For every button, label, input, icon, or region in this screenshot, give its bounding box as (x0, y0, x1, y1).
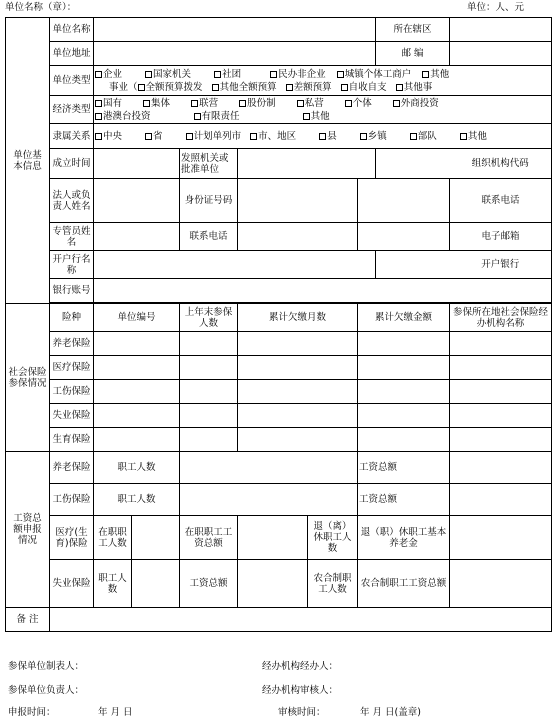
econ-option[interactable]: 国有 (95, 97, 122, 110)
affil-option[interactable]: 市、地区 (250, 131, 296, 142)
ins-row-label: 医疗保险 (50, 356, 94, 380)
affil-option[interactable]: 乡镇 (360, 131, 387, 142)
admin-name-value[interactable] (94, 223, 180, 251)
founded-label: 成立时间 (50, 149, 94, 179)
economic-type-options (94, 96, 552, 124)
econ-option[interactable]: 个体 (345, 97, 372, 110)
type-option[interactable]: 其他全额预算 (212, 81, 277, 94)
type-public-prefix: 事业（ (109, 81, 138, 93)
wage-pension-label: 养老保险 (50, 452, 94, 484)
unit-name-label-cell: 单位名称 (50, 18, 94, 42)
type-option[interactable]: 城镇个体工商户 (337, 68, 412, 81)
type-option[interactable]: 其他事 (396, 81, 433, 94)
unit-of-measure: 单位：人、元 (466, 2, 524, 13)
affil-option[interactable]: 省 (145, 131, 163, 142)
type-option[interactable]: 其他 (422, 68, 449, 81)
wage-unemployment-label: 失业保险 (50, 560, 94, 608)
review-date-label: 审核时间： (278, 707, 326, 718)
id-number-label: 身份证号码 (180, 179, 238, 223)
ins-row-label: 失业保险 (50, 404, 94, 428)
postcode-label: 邮 编 (376, 42, 450, 66)
checkbox[interactable] (95, 71, 102, 78)
affil-option[interactable]: 部队 (410, 131, 437, 142)
ins-header-type: 险种 (50, 304, 94, 332)
econ-option[interactable]: 私营 (297, 97, 324, 110)
ins-header-months: 累计欠缴月数 (238, 304, 358, 332)
affiliation-options (94, 124, 552, 149)
address-value[interactable] (94, 42, 376, 66)
type-option[interactable]: 差额预算 (286, 81, 332, 94)
wage-active-count-label: 在职职工人数 (94, 516, 132, 560)
wage-unemp-total-label: 工资总额 (180, 560, 238, 608)
unit-name-value[interactable] (94, 18, 376, 42)
type-option[interactable]: 全额预算拨发 (138, 81, 203, 94)
econ-option[interactable]: 股份制 (239, 97, 276, 110)
review-date-format: 年 月 日(盖章) (360, 707, 421, 718)
phone-label: 联系电话 (450, 179, 552, 223)
declaration-form (5, 17, 552, 632)
legal-rep-value[interactable] (94, 179, 180, 223)
bank-label: 开户银行 (450, 251, 552, 279)
phone2-value[interactable] (238, 223, 358, 251)
affil-option[interactable]: 其他 (460, 131, 487, 142)
wage-injury-label: 工伤保险 (50, 484, 94, 516)
affil-option[interactable]: 县 (319, 131, 337, 142)
wage-retired-count-label: 退（离）休职工人数 (308, 516, 358, 560)
econ-option[interactable]: 联营 (191, 97, 218, 110)
license-authority-value[interactable] (238, 149, 376, 179)
wage-injury-count-label: 职工人数 (94, 484, 180, 516)
account-value[interactable] (94, 279, 552, 303)
type-option[interactable]: 企业 (95, 68, 122, 81)
bank-name-value[interactable] (94, 251, 376, 279)
remarks-label: 备 注 (6, 608, 50, 632)
founded-value[interactable] (94, 149, 180, 179)
phone2-label: 联系电话 (180, 223, 238, 251)
unit-name-label: 单位名称（章）： (5, 2, 77, 13)
wage-injury-total-label: 工资总额 (358, 484, 450, 516)
reviewer-label: 经办机构审核人： (262, 685, 339, 696)
affiliation-label: 隶属关系 (50, 124, 94, 149)
ins-header-agency: 参保所在地社会保险经办机构名称 (450, 304, 552, 332)
econ-option[interactable]: 港澳台投资 (95, 110, 151, 123)
wage-pension-total-label: 工资总额 (358, 452, 450, 484)
report-date-format: 年 月 日 (98, 707, 133, 718)
wage-active-total-label: 在职职工工资总额 (180, 516, 238, 560)
address-label: 单位地址 (50, 42, 94, 66)
type-option[interactable]: 社团 (214, 68, 241, 81)
unit-type-label: 单位类型 (50, 66, 94, 96)
type-option[interactable]: 民办非企业 (270, 68, 326, 81)
ins-row-label: 生育保险 (50, 428, 94, 452)
legal-rep-label: 法人或负责人姓名 (50, 179, 94, 223)
wage-medical-label: 医疗(生育)保险 (50, 516, 94, 560)
wage-retired-pension-label: 退（职）休职工基本养老金 (358, 516, 450, 560)
ins-header-unit-no: 单位编号 (94, 304, 180, 332)
admin-name-label: 专管员姓名 (50, 223, 94, 251)
district-value[interactable] (450, 18, 552, 42)
economic-type-label: 经济类型 (50, 96, 94, 124)
postcode-value[interactable] (450, 42, 552, 66)
unit-type-options (94, 66, 552, 96)
remarks-value[interactable] (50, 608, 552, 632)
id-number-value[interactable] (238, 179, 358, 223)
econ-option[interactable]: 有限责任 (194, 110, 240, 123)
ins-row-label: 工伤保险 (50, 380, 94, 404)
bank-name-label: 开户行名称 (50, 251, 94, 279)
license-authority-label: 发照机关或批准单位 (180, 149, 238, 179)
filler-label: 参保单位制表人： (8, 661, 85, 672)
ins-header-count: 上年末参保人数 (180, 304, 238, 332)
wage-unemp-count-label: 职工人数 (94, 560, 132, 608)
wages-section-label: 工资总额申报情况 (6, 452, 50, 608)
ins-header-amount: 累计欠缴金额 (358, 304, 450, 332)
ins-row-label: 养老保险 (50, 332, 94, 356)
wage-farmer-count-label: 农合制职工人数 (308, 560, 358, 608)
econ-option[interactable]: 集体 (143, 97, 170, 110)
type-option[interactable]: 自收自支 (341, 81, 387, 94)
insurance-section-label: 社会保险参保情况 (6, 304, 50, 452)
basic-section-label: 单位基本信息 (6, 18, 50, 304)
handler-label: 经办机构经办人： (262, 661, 339, 672)
affil-option[interactable]: 计划单列市 (186, 131, 242, 142)
account-label: 银行账号 (50, 279, 94, 303)
org-code-label: 组织机构代码 (450, 149, 552, 179)
econ-option[interactable]: 其他 (303, 110, 330, 123)
type-option[interactable]: 国家机关 (145, 68, 191, 81)
report-date-label: 申报时间： (8, 707, 56, 718)
wage-farmer-total-label: 农合制职工工资总额 (358, 560, 450, 608)
econ-option[interactable]: 外商投资 (393, 97, 439, 110)
wage-pension-count-label: 职工人数 (94, 452, 180, 484)
district-label: 所在辖区 (376, 18, 450, 42)
affil-option[interactable]: 中央 (95, 131, 122, 142)
email-label: 电子邮箱 (450, 223, 552, 251)
head-label: 参保单位负责人： (8, 685, 85, 696)
